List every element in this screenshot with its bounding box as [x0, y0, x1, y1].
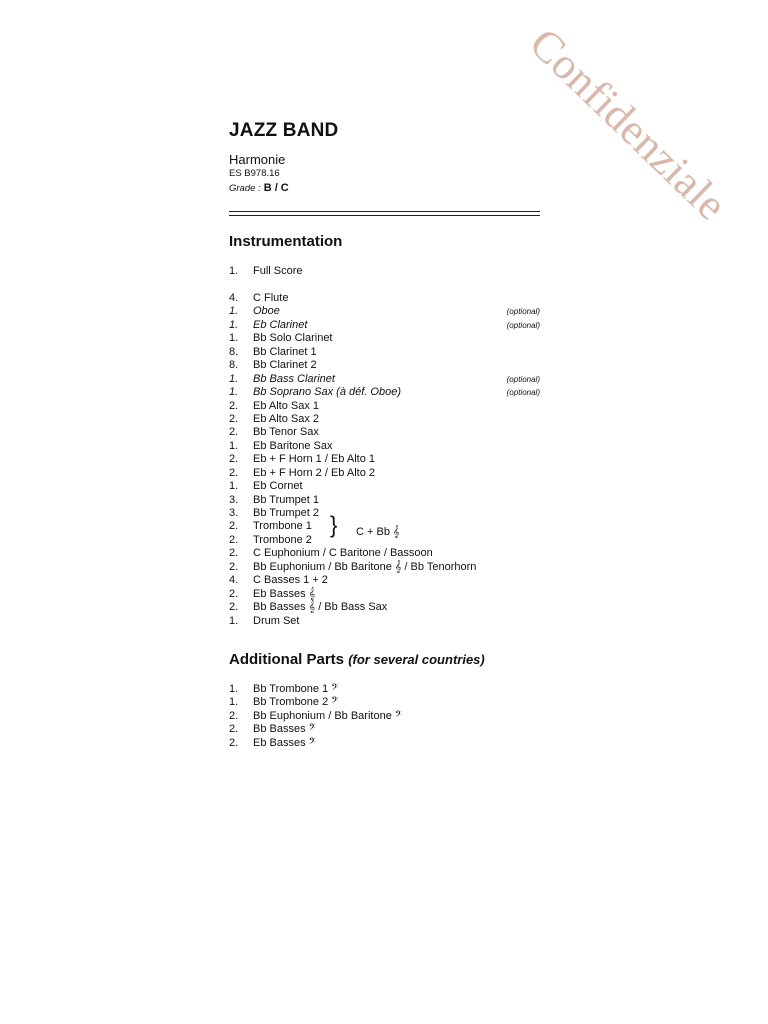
part-name: Bb Bass Clarinet	[253, 372, 335, 385]
part-count: 1.	[229, 318, 239, 331]
list-item	[229, 547, 540, 560]
list-item	[229, 507, 540, 520]
part-name: Bb Basses 𝄢	[253, 723, 316, 736]
additional-parts-heading	[229, 651, 485, 668]
part-count: 2.	[229, 709, 239, 722]
optional-tag: (optional)	[506, 307, 540, 317]
part-name: C Euphonium / C Baritone / Bassoon	[253, 547, 433, 560]
optional-tag: (optional)	[506, 374, 540, 384]
list-item	[229, 615, 540, 628]
trombone-brace-note: C + Bb 𝄞	[356, 526, 400, 538]
list-item	[229, 710, 540, 723]
part-count: 2.	[229, 426, 239, 439]
list-item	[229, 373, 540, 386]
part-count: 2.	[229, 520, 239, 533]
catalog-code: ES B978.16	[229, 168, 280, 179]
trombone-brace: }	[330, 511, 338, 538]
list-item	[229, 386, 540, 399]
part-name: Trombone 1	[253, 520, 312, 533]
part-name: Drum Set	[253, 614, 300, 627]
instrumentation-list-score	[229, 265, 540, 278]
list-item	[229, 359, 540, 372]
list-item	[229, 696, 540, 709]
part-name: Bb Clarinet 2	[253, 359, 317, 372]
part-count: 2.	[229, 560, 239, 573]
list-item	[229, 737, 540, 750]
divider-bottom	[229, 215, 540, 216]
part-name: Bb Euphonium / Bb Baritone 𝄞 / Bb Tenorhorn	[253, 560, 477, 573]
part-name: Eb Alto Sax 1	[253, 399, 320, 412]
grade-label: Grade :	[229, 183, 261, 194]
part-count: 1.	[229, 683, 239, 695]
part-count: 1.	[229, 439, 239, 452]
part-count: 2.	[229, 453, 239, 466]
part-name: Bb Tenor Sax	[253, 426, 319, 439]
list-item	[229, 319, 540, 332]
part-count: 8.	[229, 359, 239, 372]
part-count: 1.	[229, 696, 239, 709]
part-count: 4.	[229, 292, 239, 304]
list-item	[229, 426, 540, 439]
list-item	[229, 683, 540, 696]
part-name: Oboe	[253, 305, 280, 318]
list-item	[229, 265, 540, 278]
list-item	[229, 440, 540, 453]
part-name: Eb Cornet	[253, 480, 303, 493]
part-name: Bb Trumpet 2	[253, 507, 320, 519]
part-count: 3.	[229, 493, 239, 506]
list-item	[229, 467, 540, 480]
part-count: 1.	[229, 386, 239, 399]
part-count: 1.	[229, 305, 239, 318]
part-name: Bb Solo Clarinet	[253, 332, 333, 345]
document-title: JAZZ BAND	[229, 120, 339, 141]
part-count: 1.	[229, 332, 239, 345]
part-count: 8.	[229, 345, 239, 358]
part-count: 2.	[229, 587, 239, 600]
part-name: C Flute	[253, 292, 289, 304]
list-item	[229, 588, 540, 601]
part-count: 1.	[229, 480, 239, 493]
part-name: Bb Euphonium / Bb Baritone 𝄢	[253, 709, 402, 722]
list-item	[229, 292, 540, 305]
part-name: Eb Basses 𝄞	[253, 587, 316, 600]
document-subtitle: Harmonie	[229, 152, 286, 167]
part-count: 1.	[229, 372, 239, 385]
list-item	[229, 346, 540, 359]
part-count: 3.	[229, 507, 239, 519]
additional-parts-list	[229, 683, 540, 750]
part-count: 1.	[229, 265, 239, 277]
part-name: Bb Soprano Sax (à déf. Oboe)	[253, 386, 401, 399]
confidential-watermark: Confidenziale	[520, 18, 737, 230]
part-count: 2.	[229, 723, 239, 736]
part-name: Eb Clarinet	[253, 318, 308, 331]
part-count: 2.	[229, 547, 239, 560]
list-item	[229, 453, 540, 466]
list-item	[229, 413, 540, 426]
divider-top	[229, 211, 540, 212]
part-count: 2.	[229, 533, 239, 546]
grade-value: B / C	[263, 182, 289, 194]
part-name: Full Score	[253, 265, 303, 277]
part-count: 2.	[229, 399, 239, 412]
list-item	[229, 574, 540, 587]
part-name: Eb Alto Sax 2	[253, 412, 320, 425]
part-count: 2.	[229, 412, 239, 425]
list-item	[229, 480, 540, 493]
optional-tag: (optional)	[506, 388, 540, 398]
part-count: 4.	[229, 574, 239, 587]
list-item	[229, 332, 540, 345]
part-name: Bb Clarinet 1	[253, 345, 317, 358]
list-item	[229, 305, 540, 318]
part-count: 2.	[229, 466, 239, 479]
part-name: Eb + F Horn 1 / Eb Alto 1	[253, 453, 375, 466]
list-item	[229, 723, 540, 736]
part-name: Eb Basses 𝄢	[253, 736, 316, 749]
part-name: Bb Trombone 2 𝄢	[253, 696, 339, 709]
instrumentation-list-parts	[229, 292, 540, 628]
part-name: Eb + F Horn 2 / Eb Alto 2	[253, 466, 375, 479]
part-count: 2.	[229, 736, 239, 749]
part-name: Bb Trumpet 1	[253, 493, 320, 506]
part-name: C Basses 1 + 2	[253, 574, 328, 587]
additional-parts-note: (for several countries)	[348, 652, 485, 667]
grade-line	[229, 182, 289, 194]
list-item	[229, 561, 540, 574]
part-name: Bb Trombone 1 𝄢	[253, 683, 339, 695]
part-name: Trombone 2	[253, 533, 312, 546]
part-name: Eb Baritone Sax	[253, 439, 333, 452]
additional-parts-title: Additional Parts	[229, 651, 345, 668]
part-count: 1.	[229, 614, 239, 627]
list-item	[229, 400, 540, 413]
list-item	[229, 494, 540, 507]
part-name: Bb Basses 𝄞 / Bb Bass Sax	[253, 601, 388, 614]
part-count: 2.	[229, 601, 239, 614]
list-item	[229, 601, 540, 614]
optional-tag: (optional)	[506, 320, 540, 330]
instrumentation-heading: Instrumentation	[229, 233, 343, 250]
